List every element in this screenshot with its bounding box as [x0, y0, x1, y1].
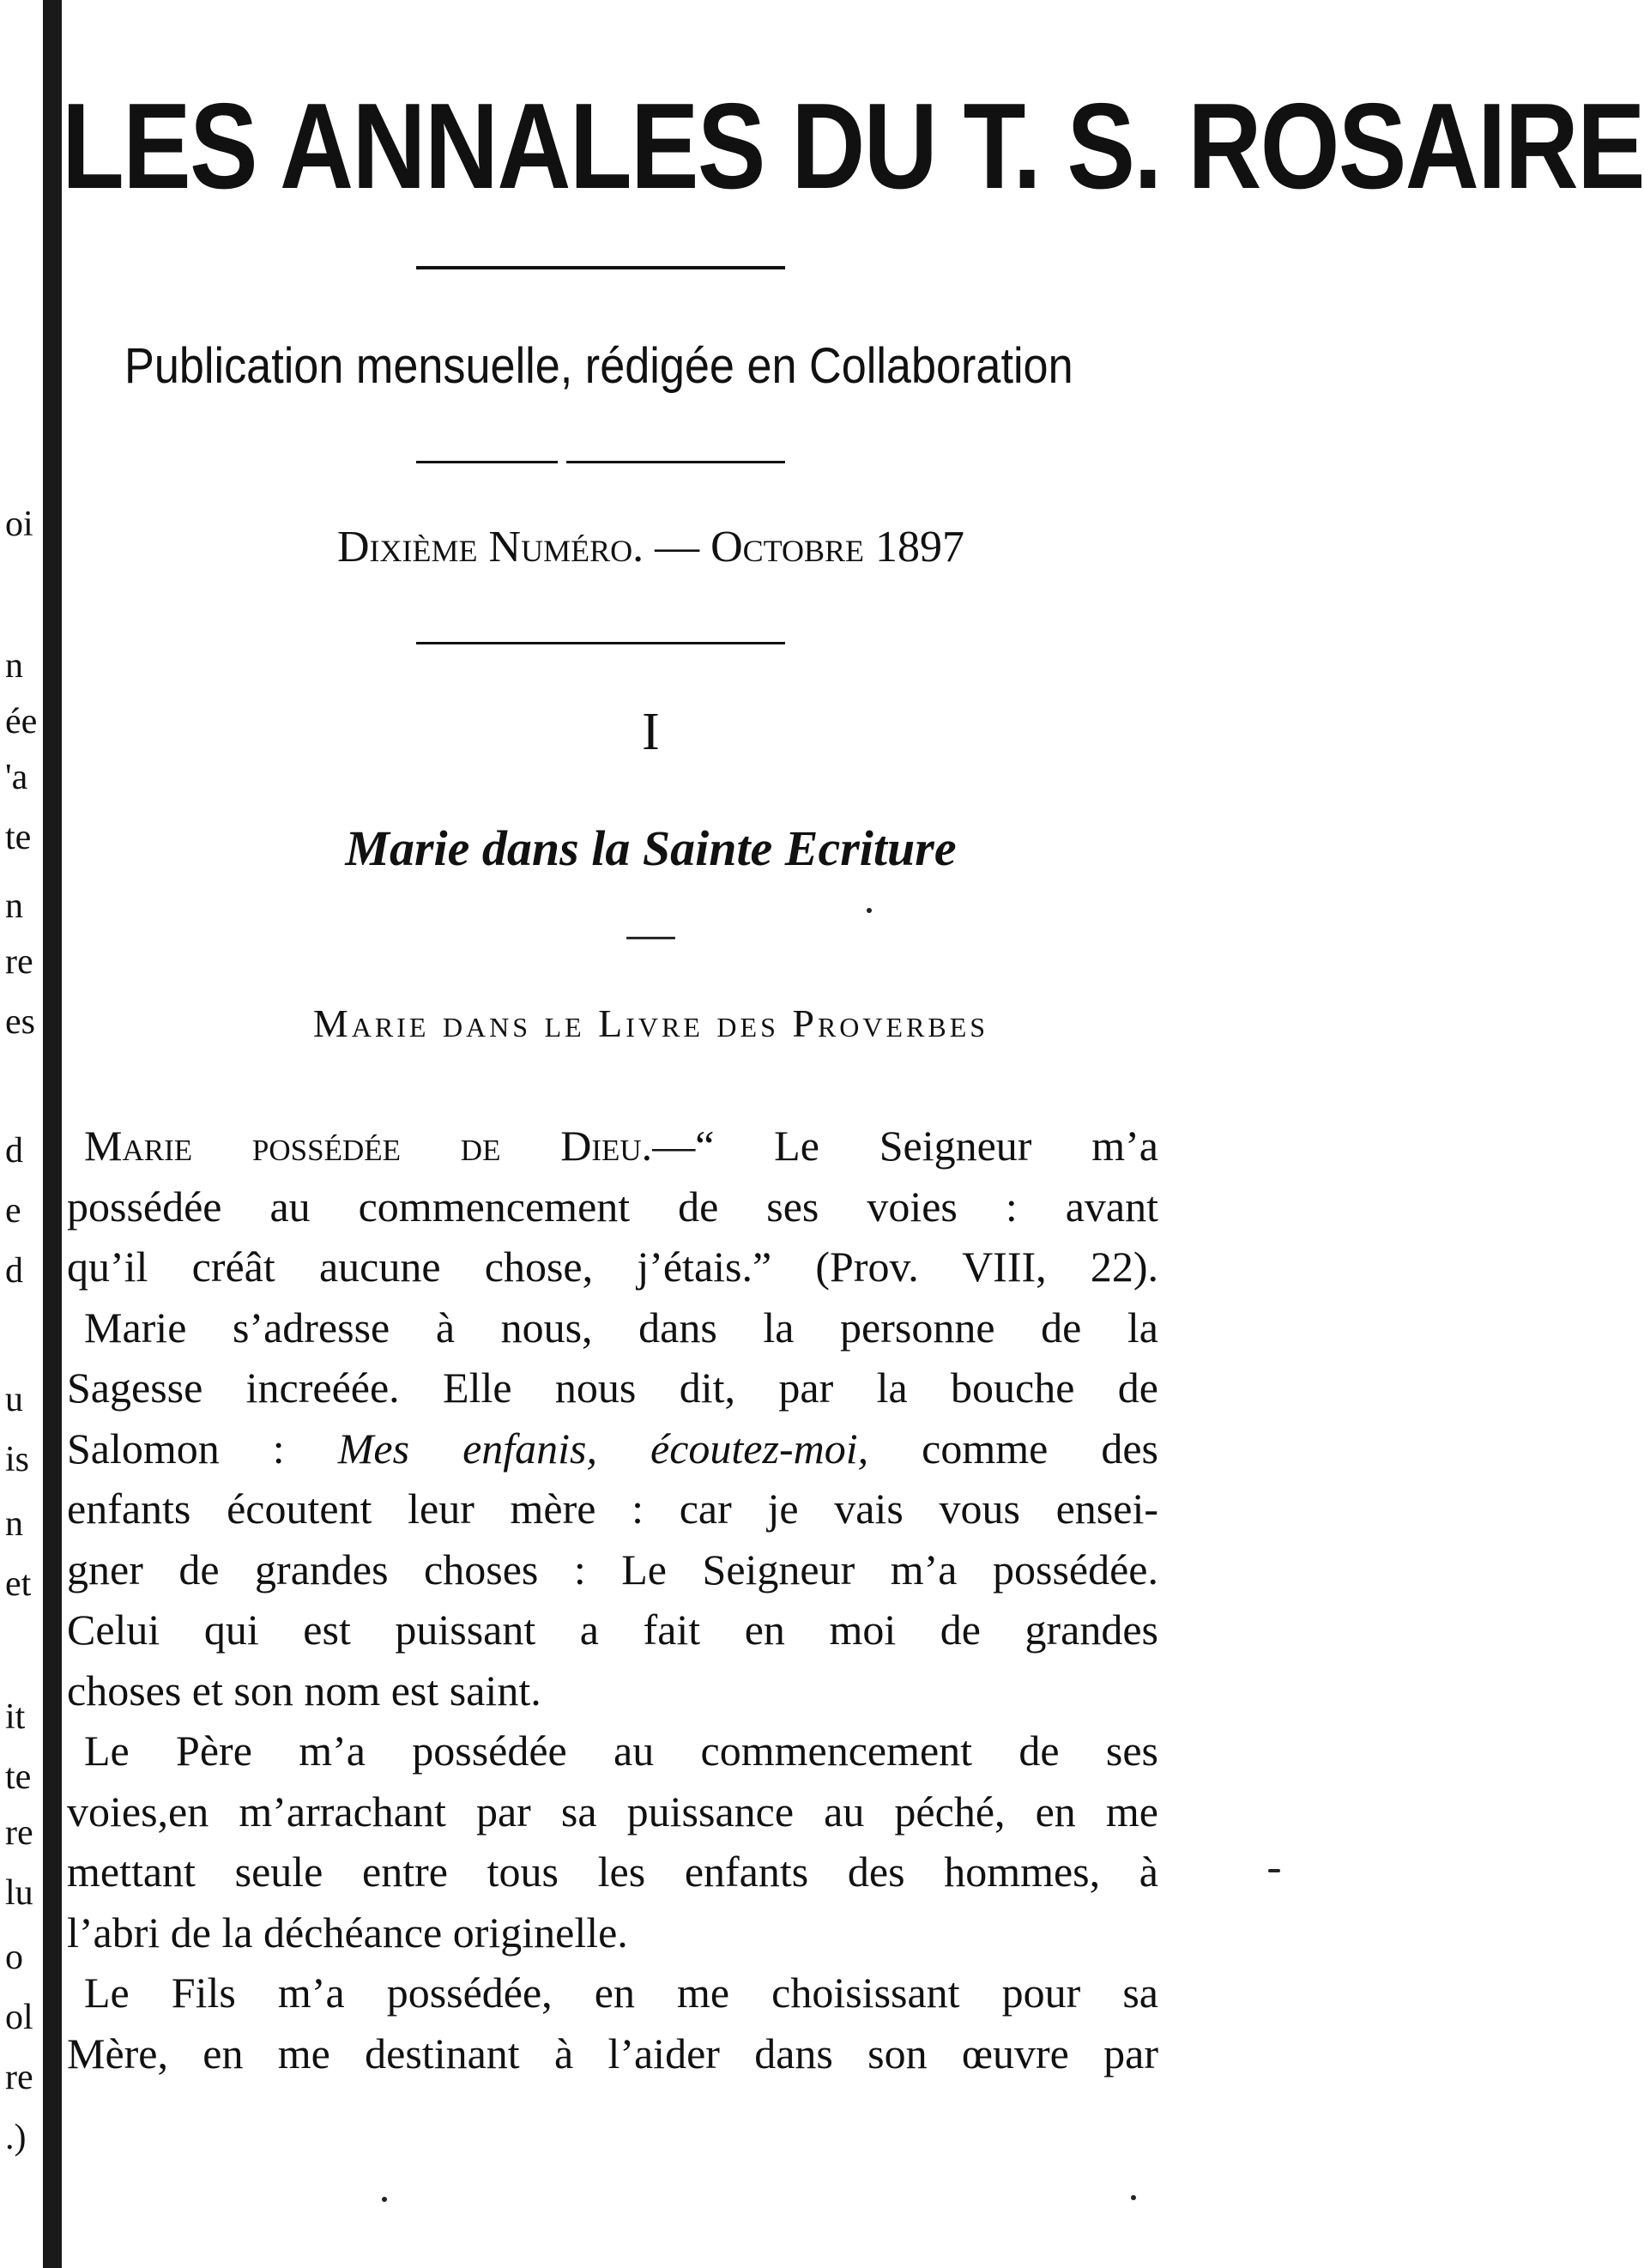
- article-body: [67, 1116, 1158, 2084]
- margin-fragment: n: [5, 886, 23, 926]
- body-text-span: comme des: [868, 1424, 1158, 1473]
- margin-fragment: ée: [5, 702, 38, 741]
- margin-fragment: d: [5, 1251, 23, 1291]
- masthead-title: LES ANNALES DU T. S. ROSAIRE: [62, 78, 1644, 215]
- margin-fragment: re: [5, 1813, 33, 1853]
- margin-fragment: te: [5, 818, 32, 857]
- body-line: Celui qui est puissant a fait en moi de grandes: [67, 1606, 1158, 1654]
- body-line: voies,en m’arrachant par sa puissance au péché, en me: [67, 1787, 1158, 1836]
- print-speck: [867, 908, 872, 913]
- body-line: [67, 1116, 1158, 1176]
- left-margin-fragments: [0, 0, 43, 2268]
- margin-fragment: ol: [5, 1998, 33, 2037]
- body-line: Marie s’adresse à nous, dans la personne de la: [84, 1303, 1158, 1352]
- margin-fragment: n: [5, 1504, 23, 1544]
- margin-fragment: n: [5, 646, 23, 686]
- print-speck: [1268, 1869, 1280, 1872]
- body-line: Mère, en me destinant à l’aider dans son œuvre par: [67, 2029, 1158, 2077]
- masthead-rule: [416, 266, 785, 269]
- margin-fragment: e: [5, 1191, 21, 1231]
- margin-fragment: is: [5, 1440, 30, 1479]
- margin-fragment: re: [5, 2058, 33, 2097]
- publication-subtitle: Publication mensuelle, rédigée en Collaboration: [124, 338, 1073, 394]
- article-title: Marie dans la Sainte Ecriture: [345, 820, 957, 876]
- margin-fragment: es: [5, 1002, 35, 1042]
- body-text-span: —“ Le Seigneur m’a: [652, 1122, 1158, 1170]
- section-number: I: [642, 703, 660, 761]
- margin-fragment: .): [5, 2118, 27, 2157]
- margin-fragment: d: [5, 1131, 23, 1170]
- title-dash: —: [626, 907, 675, 960]
- issue-line: Dixième Numéro. — Octobre 1897: [337, 523, 964, 572]
- subtitle-rule-right: [566, 461, 785, 463]
- margin-fragment: it: [5, 1697, 26, 1737]
- body-line: possédée au commencement de ses voies : avant: [67, 1182, 1158, 1231]
- body-line: Le Père m’a possédée au commencement de ses: [84, 1727, 1158, 1775]
- body-line: qu’il créât aucune chose, j’étais.” (Prov. VIII, 22).: [67, 1243, 1158, 1291]
- paragraph-lead: Marie possédée de Dieu.: [84, 1122, 653, 1170]
- subtitle-rule-left: [416, 461, 558, 463]
- body-line: [67, 1418, 1158, 1479]
- issue-rule: [416, 642, 785, 644]
- body-line: mettant seule entre tous les enfants des hommes, à: [67, 1848, 1158, 1896]
- margin-fragment: te: [5, 1757, 32, 1797]
- body-line: Le Fils m’a possédée, en me choisissant pour sa: [84, 1969, 1158, 2017]
- margin-fragment: et: [5, 1564, 32, 1604]
- body-line: choses et son nom est saint.: [67, 1666, 541, 1715]
- body-line: l’abri de la déchéance originelle.: [67, 1908, 628, 1957]
- italic-quote: Mes enfanis, écoutez-moi,: [337, 1424, 869, 1473]
- body-line: Sagesse increéée. Elle nous dit, par la bouche de: [67, 1364, 1158, 1412]
- margin-fragment: 'a: [5, 758, 28, 797]
- body-line: gner de grandes choses : Le Seigneur m’a possédée.: [67, 1545, 1158, 1594]
- margin-fragment: o: [5, 1938, 23, 1977]
- margin-fragment: u: [5, 1380, 23, 1419]
- body-text-span: Salomon :: [67, 1424, 338, 1473]
- chapter-title: Marie dans le Livre des Proverbes: [312, 1001, 989, 1045]
- margin-fragment: oi: [5, 505, 33, 544]
- body-line: enfants écoutent leur mère : car je vais vous ensei-: [67, 1485, 1158, 1533]
- page-binding-edge: [43, 0, 62, 2268]
- margin-fragment: lu: [5, 1873, 33, 1913]
- print-speck: [1131, 2195, 1136, 2200]
- margin-fragment: re: [5, 942, 33, 982]
- print-speck: [382, 2197, 387, 2202]
